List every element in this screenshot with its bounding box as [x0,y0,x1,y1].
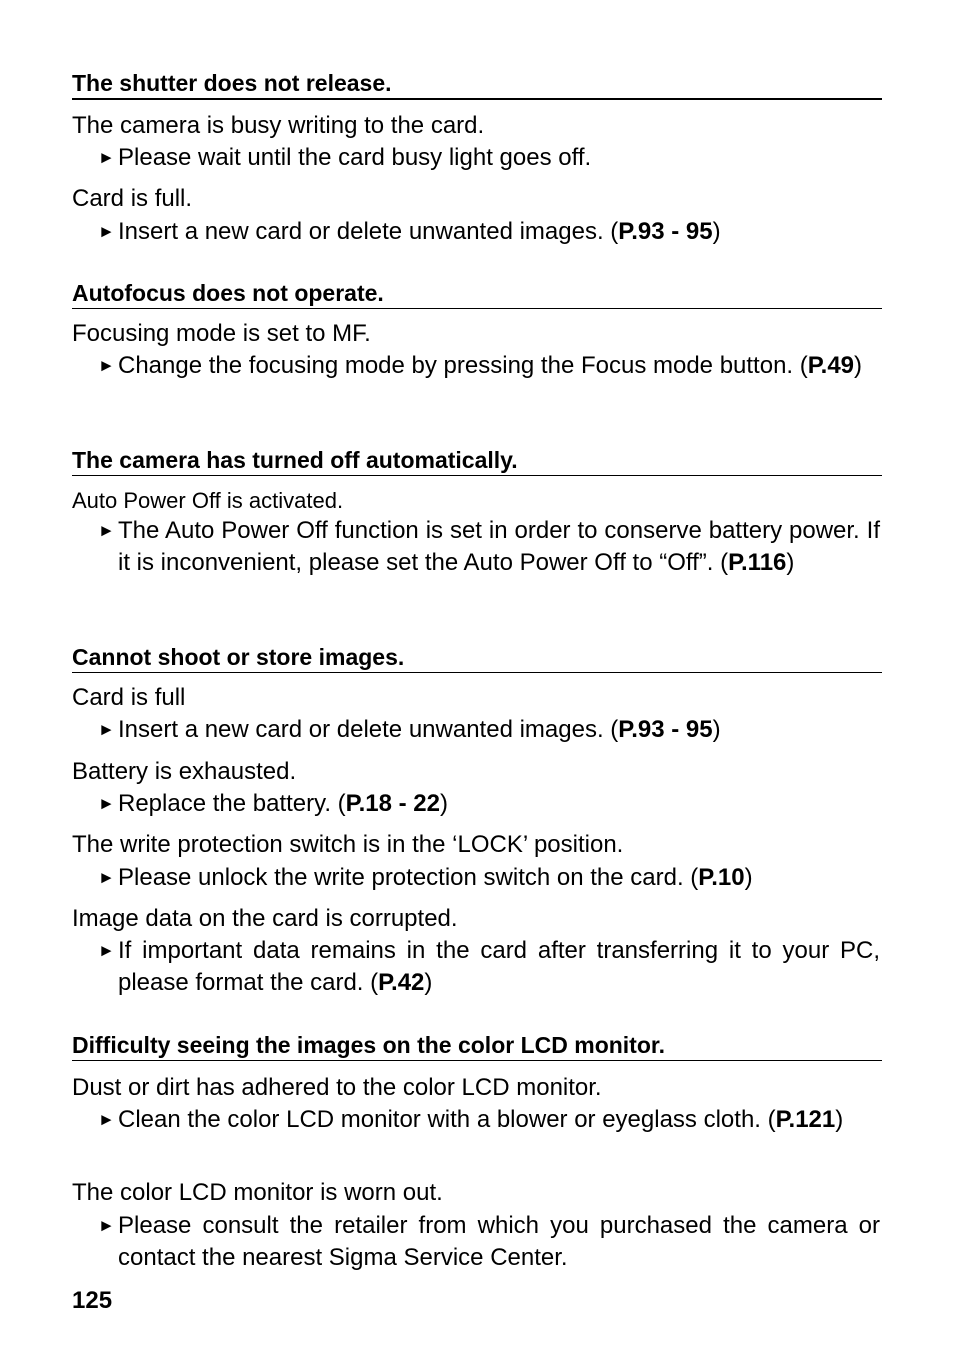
bullet-arrow-icon: ► [98,720,115,739]
cause-text: Focusing mode is set to MF. [72,320,371,347]
remedy-item [98,935,880,999]
remedy-text-end: ) [744,864,753,891]
remedy-text-end: ) [712,218,721,245]
remedy-item [98,350,880,382]
remedy-text-end: ) [712,716,721,743]
remedy-text: Please wait until the card busy light goes off. [118,144,592,171]
remedy-text: The Auto Power Off function is set in order to conserve battery power. If it is inconvenient, please set the Auto Power Off to “Off”. ( [118,517,880,576]
remedy-text-end: ) [786,549,795,576]
page-reference: P.121 [775,1106,836,1133]
section-heading: Autofocus does not operate. [72,278,882,309]
remedy-item [98,1104,880,1136]
remedy-item [98,216,880,248]
bullet-arrow-icon: ► [98,941,115,960]
remedy-item [98,515,880,579]
remedy-text-end: ) [439,790,448,817]
page-reference: P.18 - 22 [345,790,440,817]
remedy-item [98,862,880,894]
page-reference: P.116 [728,549,787,576]
page-reference: P.93 - 95 [618,218,713,245]
remedy-item [98,142,880,174]
remedy-item [98,714,880,746]
bullet-arrow-icon: ► [98,521,115,540]
remedy-text: Insert a new card or delete unwanted images. ( [118,716,619,743]
cause-text: Battery is exhausted. [72,758,297,785]
page-reference: P.49 [807,352,855,379]
remedy-text-end: ) [835,1106,844,1133]
cause-text: The color LCD monitor is worn out. [72,1179,443,1206]
remedy-item [98,1210,880,1274]
bullet-arrow-icon: ► [98,868,115,887]
cause-text: The camera is busy writing to the card. [72,112,485,139]
page-reference: P.42 [378,969,425,996]
cause-text: Card is full. [72,185,193,212]
bullet-arrow-icon: ► [98,148,115,167]
remedy-text: Please unlock the write protection switch on the card. ( [118,864,699,891]
section-heading: The camera has turned off automatically. [72,445,882,476]
remedy-text-end: ) [424,969,433,996]
cause-text: Dust or dirt has adhered to the color LCD monitor. [72,1074,602,1101]
cause-text: Image data on the card is corrupted. [72,905,458,932]
cause-text: Card is full [72,684,186,711]
bullet-arrow-icon: ► [98,794,115,813]
page-reference: P.93 - 95 [618,716,713,743]
bullet-arrow-icon: ► [98,222,115,241]
cause-text: Auto Power Off is activated. [72,488,344,513]
bullet-arrow-icon: ► [98,1110,115,1129]
remedy-text: Replace the battery. ( [118,790,346,817]
remedy-text: If important data remains in the card after transferring it to your PC, please format the card. ( [118,937,880,996]
remedy-text: Clean the color LCD monitor with a blower or eyeglass cloth. ( [118,1106,776,1133]
section-heading: The shutter does not release. [72,68,882,100]
remedy-text-end: ) [854,352,863,379]
page-reference: P.10 [698,864,745,891]
remedy-item [98,788,880,820]
remedy-text: Insert a new card or delete unwanted images. ( [118,218,619,245]
page-number: 125 [72,1287,113,1314]
remedy-text: Please consult the retailer from which you purchased the camera or contact the nearest Sigma Service Center. [118,1212,880,1271]
section-heading: Cannot shoot or store images. [72,642,882,673]
cause-text: The write protection switch is in the ‘LOCK’ position. [72,831,624,858]
bullet-arrow-icon: ► [98,356,115,375]
bullet-arrow-icon: ► [98,1216,115,1235]
remedy-text: Change the focusing mode by pressing the Focus mode button. ( [118,352,808,379]
section-heading: Difficulty seeing the images on the color LCD monitor. [72,1030,882,1061]
